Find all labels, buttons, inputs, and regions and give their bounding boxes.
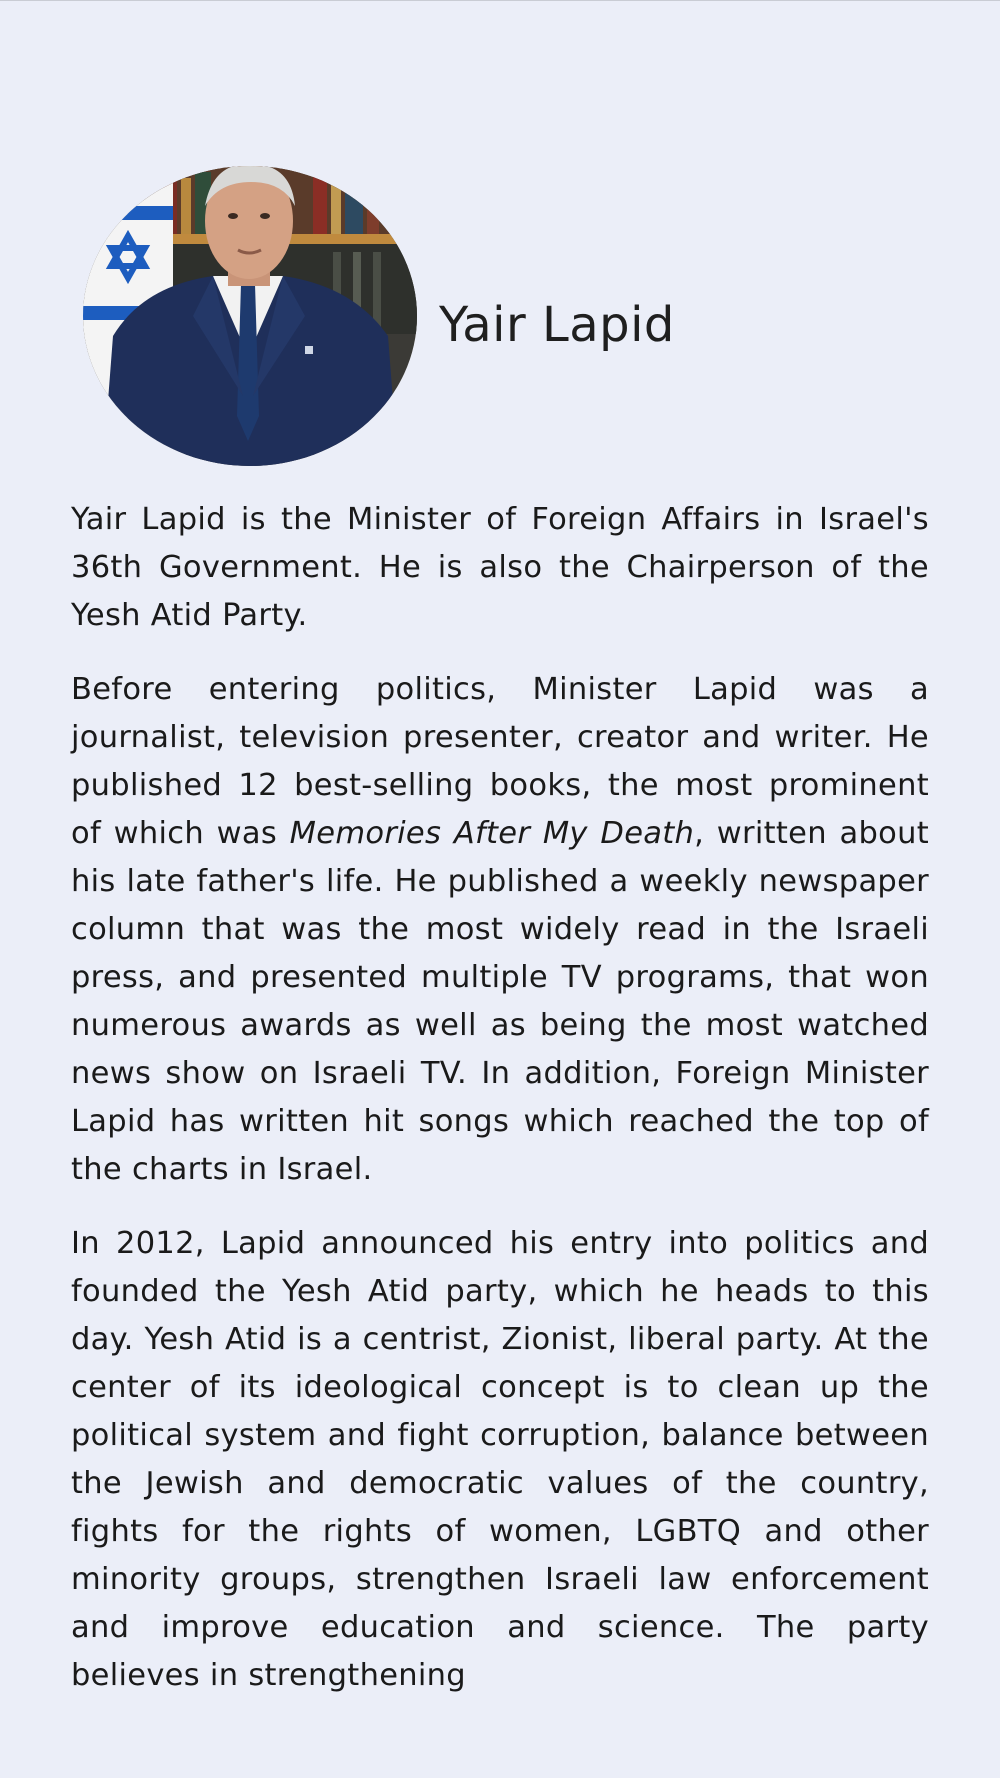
bio-paragraph-2 <box>71 666 929 1194</box>
profile-name: Yair Lapid <box>439 297 675 353</box>
bio-paragraph-2-text-after: , written about his late father's life. He published a weekly newspaper column that was the most widely read in the Israeli press, and presented multiple TV programs, that won numerous awards as well as being the most watched news show on Israeli TV. In addition, Foreign Minister Lapid has written hit songs which reached the top of the charts in Israel. <box>71 816 929 1187</box>
biography <box>71 496 929 1726</box>
profile-header <box>83 166 675 466</box>
bio-paragraph-2-text-before: Before entering politics, Minister Lapid was a journalist, television presenter, creator and writer. He published 12 best-selling books, the most prominent of which was <box>71 672 929 851</box>
bio-paragraph-3: In 2012, Lapid announced his entry into politics and founded the Yesh Atid party, which he heads to this day. Yesh Atid is a centrist, Zionist, liberal party. At the center of its ideological concept is to clean up the political system and fight corruption, balance between the Jewish and democratic values of the country, fights for the rights of women, LGBTQ and other minority groups, strengthen Israeli law enforcement and improve education and science. The party believes in strengthening <box>71 1226 929 1693</box>
book-title: Memories After My Death <box>289 816 695 851</box>
portrait-photo <box>83 166 417 466</box>
avatar <box>83 166 417 466</box>
top-divider <box>0 0 1000 1</box>
bio-paragraph-1: Yair Lapid is the Minister of Foreign Affairs in Israel's 36th Government. He is also the Chairperson of the Yesh Atid Party. <box>71 502 929 633</box>
